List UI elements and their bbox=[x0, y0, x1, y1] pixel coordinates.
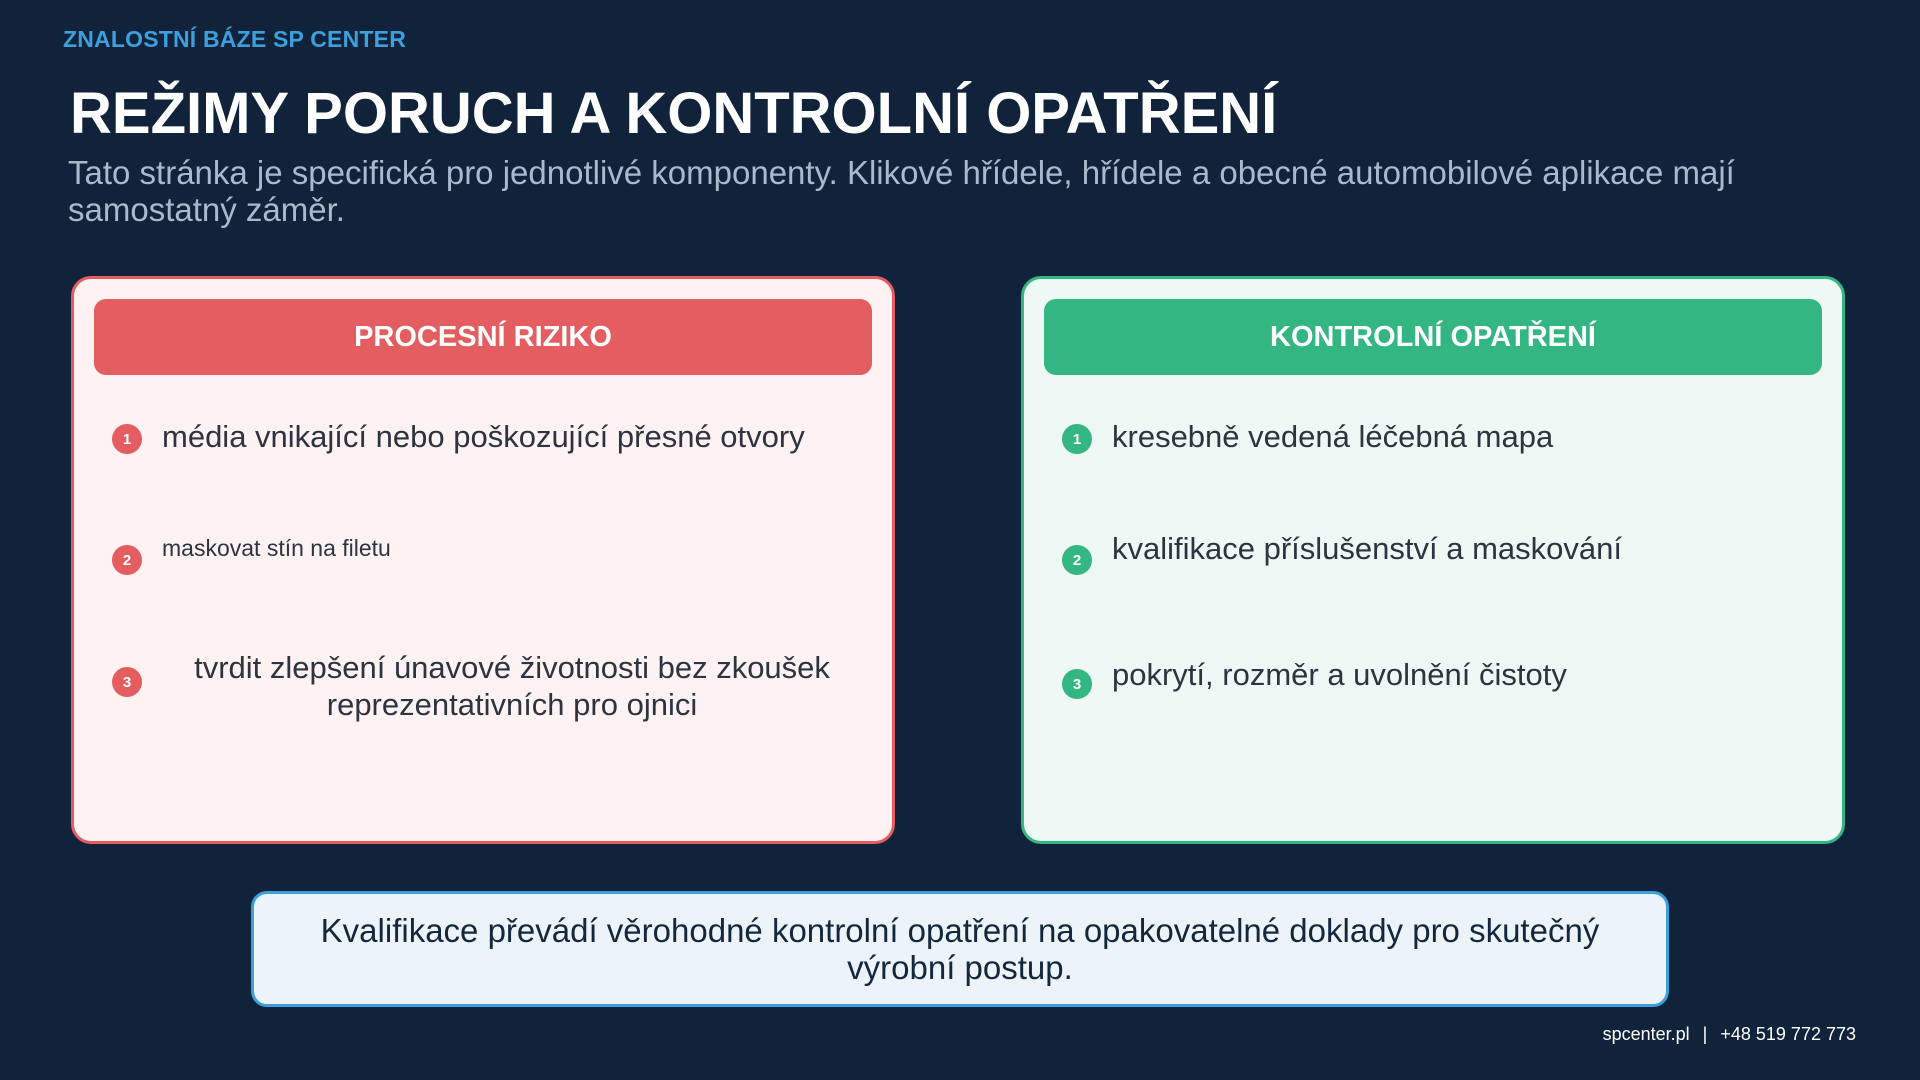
summary-text: Kvalifikace převádí věrohodné kontrolní opatření na opakovatelné doklady pro skutečný výrobní postup. bbox=[320, 912, 1600, 986]
control-panel bbox=[1021, 276, 1845, 844]
number-badge: 1 bbox=[1062, 424, 1092, 454]
number-badge: 2 bbox=[1062, 545, 1092, 575]
risk-panel bbox=[71, 276, 895, 844]
page-subtitle: Tato stránka je specifická pro jednotlivé komponenty. Klikové hřídele, hřídele a obecné automobilové aplikace mají samostatný záměr. bbox=[68, 154, 1735, 228]
brand-label: ZNALOSTNÍ BÁZE SP CENTER bbox=[63, 26, 407, 52]
risk-panel-heading: PROCESNÍ RIZIKO bbox=[94, 299, 872, 375]
control-item-text: pokrytí, rozměr a uvolnění čistoty bbox=[1112, 657, 1567, 692]
control-panel-heading: KONTROLNÍ OPATŘENÍ bbox=[1044, 299, 1822, 375]
risk-item-text: maskovat stín na filetu bbox=[162, 535, 391, 561]
phone-number[interactable]: +48 519 772 773 bbox=[1720, 1024, 1856, 1044]
number-badge: 3 bbox=[1062, 669, 1092, 699]
control-item-text: kresebně vedená léčebná mapa bbox=[1112, 419, 1554, 454]
number-badge: 2 bbox=[112, 545, 142, 575]
contact-separator: | bbox=[1702, 1024, 1708, 1044]
contact-info bbox=[1603, 1024, 1856, 1045]
summary-callout bbox=[251, 891, 1669, 1007]
number-badge: 3 bbox=[112, 667, 142, 697]
page-title: REŽIMY PORUCH A KONTROLNÍ OPATŘENÍ bbox=[70, 81, 1278, 146]
control-item-text: kvalifikace příslušenství a maskování bbox=[1112, 531, 1622, 566]
website-link[interactable]: spcenter.pl bbox=[1602, 1024, 1690, 1044]
risk-item-text: tvrdit zlepšení únavové životnosti bez zkoušek reprezentativních pro ojnici bbox=[194, 650, 830, 722]
number-badge: 1 bbox=[112, 424, 142, 454]
risk-item-text: média vnikající nebo poškozující přesné otvory bbox=[162, 419, 805, 454]
